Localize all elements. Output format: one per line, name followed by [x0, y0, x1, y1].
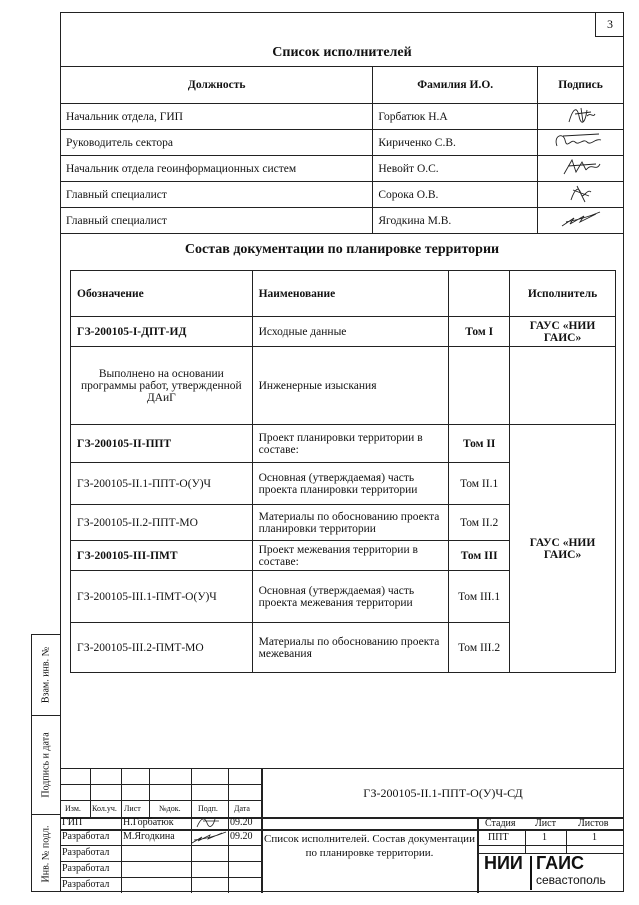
- title-cell: Проект межевания территории в составе:: [252, 541, 449, 571]
- name-cell: Горбатюк Н.А: [373, 104, 538, 130]
- logo-divider: [530, 856, 532, 890]
- volume-cell: Том III.2: [449, 623, 510, 673]
- position-cell: Начальник отдела, ГИП: [61, 104, 373, 130]
- logo-nii: НИИ: [484, 853, 523, 873]
- sheet-label: Лист: [535, 818, 556, 829]
- stamp-signature-image: [188, 829, 228, 845]
- name-cell: Ягодкина М.В.: [373, 208, 538, 234]
- title-cell: Исходные данные: [252, 317, 449, 347]
- title-cell: Основная (утверждаемая) часть проекта планировки территории: [252, 463, 449, 505]
- signature-image: [538, 104, 624, 130]
- table-row: [61, 208, 624, 234]
- position-cell: Главный специалист: [61, 182, 373, 208]
- stamp-name: Н.Горбатюк: [123, 817, 174, 828]
- sidebar-sign-date: Подпись и дата: [32, 716, 60, 815]
- header-code: Обозначение: [71, 271, 253, 317]
- col-kol: Кол.уч.: [92, 804, 117, 813]
- stage-value: ППТ: [488, 832, 509, 843]
- table-row: [71, 425, 616, 463]
- table-row: [61, 182, 624, 208]
- header-executor: Исполнитель: [510, 271, 616, 317]
- stamp-role: Разработал: [62, 847, 110, 858]
- table-row: [71, 317, 616, 347]
- header-title: Наименование: [252, 271, 449, 317]
- stamp-role: Разработал: [62, 879, 110, 890]
- binding-sidebar: [31, 634, 60, 892]
- header-position: Должность: [61, 67, 373, 104]
- title-cell: Проект планировки территории в составе:: [252, 425, 449, 463]
- table-row: [61, 156, 624, 182]
- col-list: Лист: [124, 804, 141, 813]
- code-cell: ГЗ-200105-III.2-ПМТ-МО: [71, 623, 253, 673]
- stamp-role: ГИП: [62, 817, 83, 828]
- col-ndok: №док.: [159, 804, 181, 813]
- title-cell: Материалы по обоснованию проекта планировки территории: [252, 505, 449, 541]
- stamp-name: М.Ягодкина: [123, 831, 175, 842]
- signature-image: [538, 208, 624, 234]
- page-number: 3: [595, 12, 624, 37]
- position-cell: Главный специалист: [61, 208, 373, 234]
- title-block: [60, 768, 624, 892]
- header-name: Фамилия И.О.: [373, 67, 538, 104]
- sheets-label: Листов: [578, 818, 609, 829]
- sheets-value: 1: [592, 832, 597, 843]
- volume-cell: Том III.1: [449, 571, 510, 623]
- name-cell: Кириченко С.В.: [373, 130, 538, 156]
- sidebar-inv-orig: Инв. № подл.: [40, 825, 52, 882]
- table-row: [71, 347, 616, 425]
- title-cell: Материалы по обоснованию проекта межевания: [252, 623, 449, 673]
- code-cell: ГЗ-200105-I-ДПТ-ИД: [71, 317, 253, 347]
- name-cell: Невойт О.С.: [373, 156, 538, 182]
- stamp-role: Разработал: [62, 863, 110, 874]
- documentation-title: Состав документации по планировке территории: [184, 242, 500, 257]
- col-izm: Изм.: [65, 804, 81, 813]
- header-signature: Подпись: [538, 67, 624, 104]
- title-cell: Инженерные изыскания: [252, 347, 449, 425]
- volume-cell: [449, 347, 510, 425]
- code-cell: ГЗ-200105-II-ППТ: [71, 425, 253, 463]
- sidebar-inv-replace: Взам. инв. №: [32, 635, 60, 716]
- volume-cell: Том II: [449, 425, 510, 463]
- code-cell: ГЗ-200105-II.2-ППТ-МО: [71, 505, 253, 541]
- executor-cell-empty: [510, 347, 616, 425]
- stamp-date: 09.20: [230, 817, 253, 828]
- header-volume: [449, 271, 510, 317]
- position-cell: Начальник отдела геоинформационных систем: [61, 156, 373, 182]
- table-header-row: [61, 67, 624, 104]
- stamp-doc-code: ГЗ-200105-II.1-ППТ-О(У)Ч-СД: [363, 786, 523, 800]
- volume-cell: Том II.1: [449, 463, 510, 505]
- stamp-date: 09.20: [230, 831, 253, 842]
- performers-table: [60, 66, 624, 234]
- name-cell: Сорока О.В.: [373, 182, 538, 208]
- stamp-signature-image: [193, 815, 227, 829]
- code-cell: ГЗ-200105-III-ПМТ: [71, 541, 253, 571]
- stamp-role: Разработал: [62, 831, 110, 842]
- volume-cell: Том III: [449, 541, 510, 571]
- stage-label: Стадия: [485, 818, 516, 829]
- logo-gais: ГАИС: [536, 853, 585, 873]
- performers-title: Список исполнителей: [272, 45, 412, 60]
- logo-city: севастополь: [536, 873, 606, 887]
- code-cell: ГЗ-200105-III.1-ПМТ-О(У)Ч: [71, 571, 253, 623]
- col-date: Дата: [234, 804, 250, 813]
- col-podp: Подп.: [198, 804, 218, 813]
- executor-cell: ГАУС «НИИ ГАИС»: [510, 425, 616, 673]
- nii-gais-logo: [480, 853, 624, 893]
- documentation-table: [70, 270, 616, 673]
- position-cell: Руководитель сектора: [61, 130, 373, 156]
- code-cell: Выполнено на основании программы работ, утвержденной ДАиГ: [71, 347, 253, 425]
- signature-image: [538, 156, 624, 182]
- table-header-row: [71, 271, 616, 317]
- sheet-value: 1: [542, 832, 547, 843]
- code-cell: ГЗ-200105-II.1-ППТ-О(У)Ч: [71, 463, 253, 505]
- executor-cell: ГАУС «НИИ ГАИС»: [510, 317, 616, 347]
- table-row: [61, 104, 624, 130]
- signature-image: [538, 130, 624, 156]
- volume-cell: Том II.2: [449, 505, 510, 541]
- volume-cell: Том I: [449, 317, 510, 347]
- title-cell: Основная (утверждаемая) часть проекта межевания территории: [252, 571, 449, 623]
- stamp-description: Список исполнителей. Состав документации по планировке территории.: [264, 833, 475, 859]
- signature-image: [538, 182, 624, 208]
- table-row: [61, 130, 624, 156]
